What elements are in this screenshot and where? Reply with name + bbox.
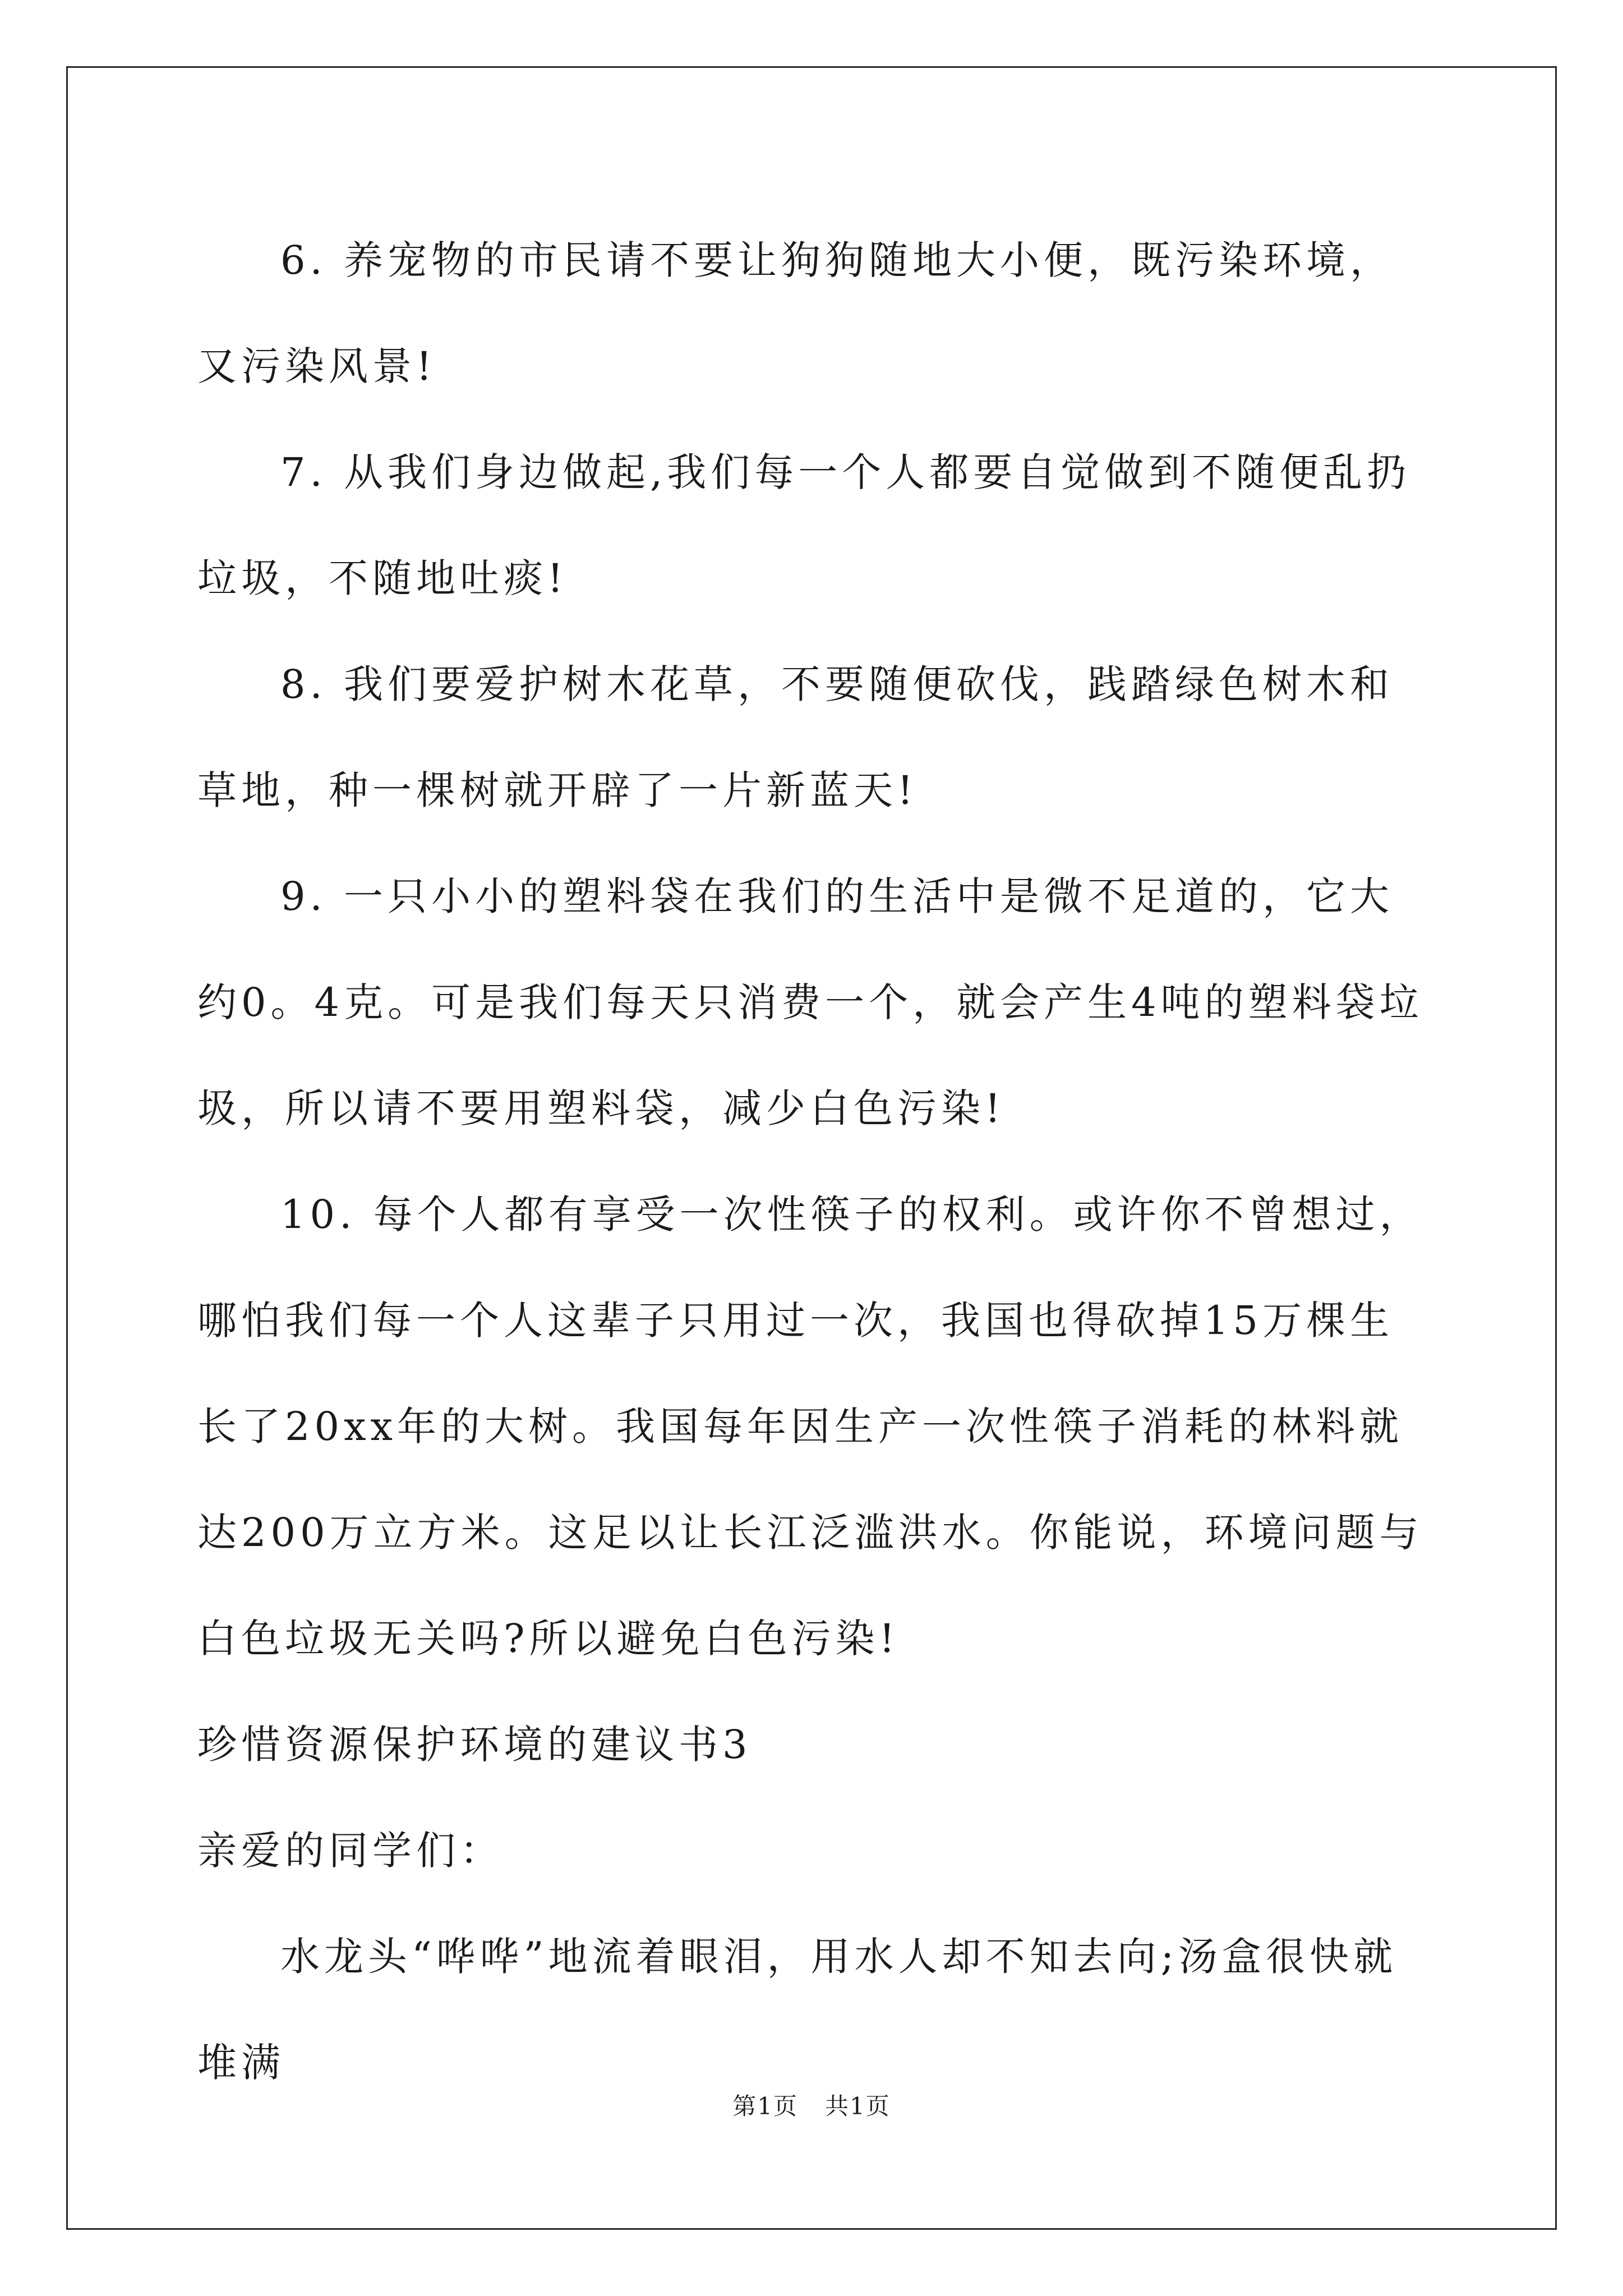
section-title: 珍惜资源保护环境的建议书3 [197,1722,752,1768]
paragraph-item-6: 6. 养宠物的市民请不要让狗狗随地大小便，既污染环境，又污染风景! [197,237,1394,389]
document-body [197,208,1431,2116]
paragraph-item-7: 7. 从我们身边做起,我们每一个人都要自觉做到不随便乱扔垃圾，不随地吐痰! [197,449,1411,601]
paragraph-item-10: 10. 每个人都有享受一次性筷子的权利。或许你不曾想过，哪怕我们每一个人这辈子只用过一次，我国也得砍掉15万棵生长了20xx年的大树。我国每年因生产一次性筷子消耗的林料就达200万立方米。这足以让长江泛滥洪水。你能说，环境问题与白色垃圾无关吗?所以避免白色污染! [197,1191,1423,1662]
page-footer [0,2088,1623,2122]
paragraph-item-8: 8. 我们要爱护树木花草，不要随便砍伐，践踏绿色树木和草地，种一棵树就开辟了一片新蓝天! [197,661,1394,813]
salutation: 亲爱的同学们： [197,1828,504,1874]
paragraph-intro: 水龙头“哗哗”地流着眼泪，用水人却不知去向;汤盒很快就堆满 [197,1934,1398,2086]
page-number: 第1页 [732,2092,798,2120]
page-total: 共1页 [825,2092,891,2120]
paragraph-item-9: 9. 一只小小的塑料袋在我们的生活中是微不足道的，它大约0。4克。可是我们每天只消费一个，就会产生4吨的塑料袋垃圾，所以请不要用塑料袋，减少白色污染! [197,873,1423,1131]
